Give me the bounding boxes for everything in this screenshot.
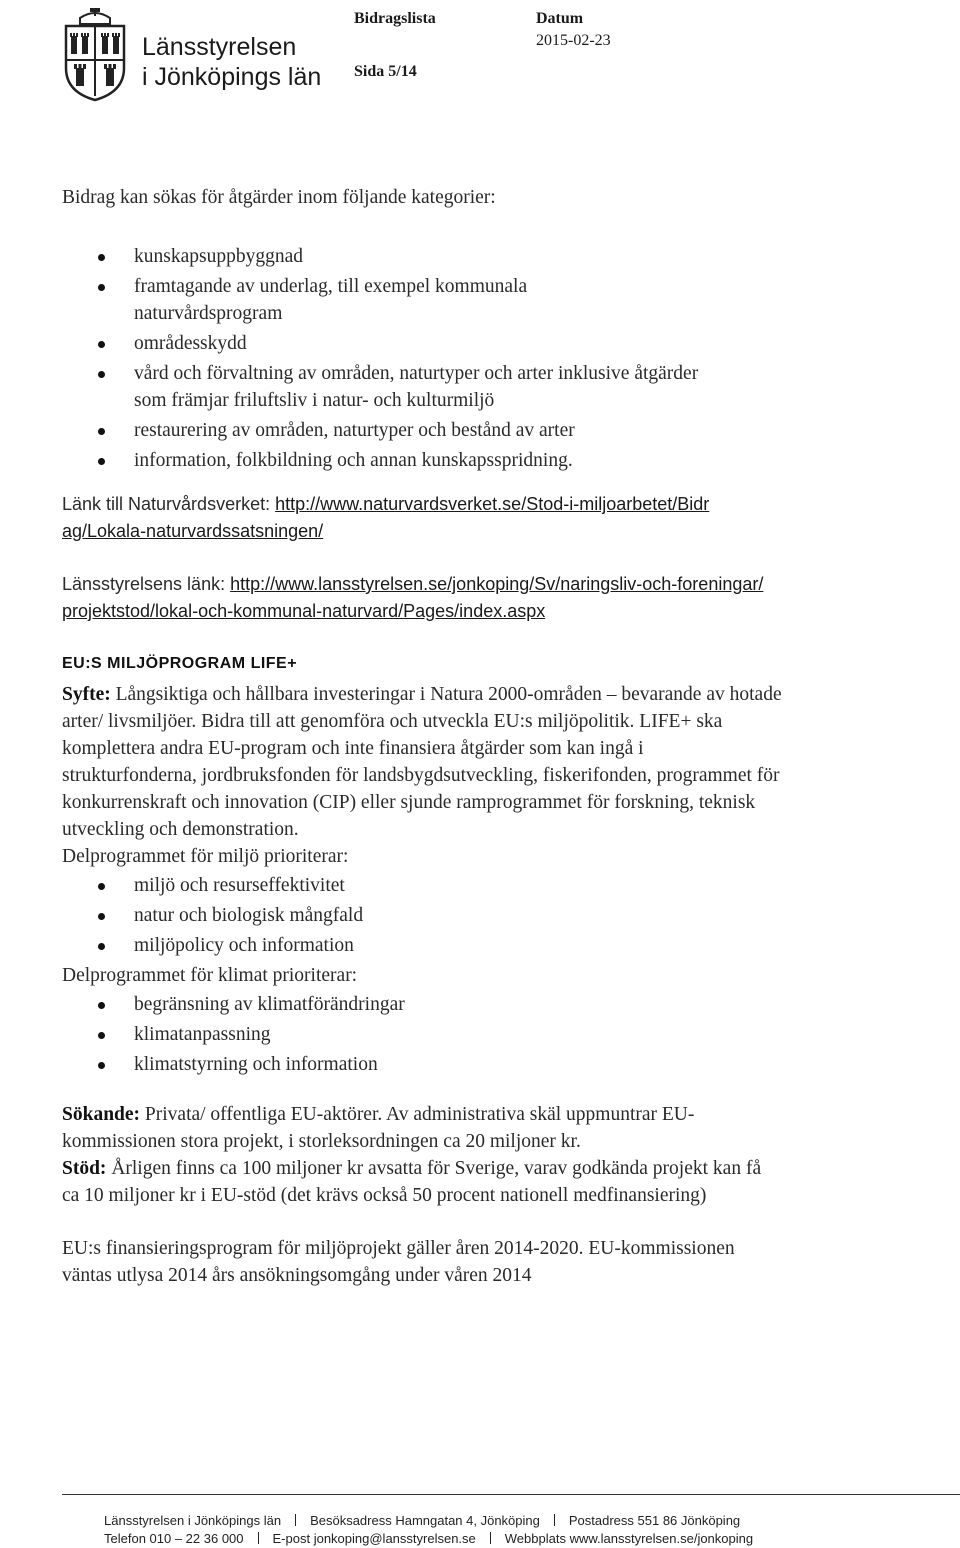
- footer-email[interactable]: E-post jonkoping@lansstyrelsen.se: [272, 1531, 476, 1546]
- org-logo: [60, 6, 320, 106]
- lansstyrelsen-link[interactable]: http://www.lansstyrelsen.se/jonkoping/Sv/naringsliv-och-foreningar/projektstod/lokal-och-kommunal-naturvard/Pages/index.aspx: [62, 574, 764, 621]
- document-body: [62, 184, 782, 1289]
- list-item: klimatanpassning: [62, 1021, 782, 1048]
- footer-website[interactable]: Webbplats www.lansstyrelsen.se/jonkoping: [504, 1531, 754, 1546]
- intro-text: Bidrag kan sökas för åtgärder inom följande kategorier:: [62, 187, 496, 208]
- doc-type-label: Bidragslista: [354, 10, 436, 27]
- list-item: miljöpolicy och information: [62, 932, 782, 959]
- footer-visit-address: Besöksadress Hamngatan 4, Jönköping: [310, 1513, 540, 1528]
- support-paragraph: [62, 1155, 782, 1209]
- list-item: klimatstyrning och information: [62, 1051, 782, 1078]
- footer-separator: [295, 1514, 296, 1526]
- naturvardsverket-link[interactable]: http://www.naturvardsverket.se/Stod-i-miljoarbetet/Bidrag/Lokala-naturvardssatsningen/: [62, 494, 710, 541]
- applicant-text: Privata/ offentliga EU-aktörer. Av administrativa skäl uppmuntrar EU-kommissionen stora projekt, i storleksordningen ca 20 miljoner kr.: [62, 1104, 695, 1152]
- env-list: [62, 872, 782, 959]
- climate-intro: Delprogrammet för klimat prioriterar:: [62, 965, 358, 986]
- list-item: information, folkbildning och annan kunskapsspridning.: [62, 447, 722, 474]
- category-list: [62, 243, 722, 474]
- footer-line-1: [104, 1513, 740, 1528]
- purpose-paragraph: [62, 681, 782, 843]
- footer-org: Länsstyrelsen i Jönköpings län: [104, 1513, 282, 1528]
- footer-line-2: [104, 1531, 753, 1546]
- support-label: Stöd:: [62, 1158, 107, 1179]
- list-item: vård och förvaltning av områden, naturtyper och arter inklusive åtgärder som främjar friluftsliv i natur- och kulturmiljö: [62, 360, 722, 414]
- purpose-label: Syfte:: [62, 684, 111, 705]
- section-heading: EU:S MILJÖPROGRAM LIFE+: [62, 655, 298, 672]
- org-name-line1: Länsstyrelsen: [142, 33, 297, 61]
- page-number: Sida 5/14: [354, 63, 417, 80]
- footer-divider: [62, 1494, 960, 1495]
- applicant-paragraph: [62, 1101, 782, 1155]
- list-item: framtagande av underlag, till exempel kommunala naturvårdsprogram: [62, 273, 722, 327]
- footer-separator: [554, 1514, 555, 1526]
- closing-paragraph: EU:s finansieringsprogram för miljöprojekt gäller åren 2014-2020. EU-kommissionen väntas utlysa 2014 års ansökningsomgång under våren 2014: [62, 1238, 735, 1286]
- org-name: [142, 32, 321, 92]
- climate-list: [62, 991, 782, 1078]
- footer-phone: Telefon 010 – 22 36 000: [104, 1531, 244, 1546]
- list-item: miljö och resurseffektivitet: [62, 872, 782, 899]
- applicant-label: Sökande:: [62, 1104, 141, 1125]
- date-label: Datum: [536, 10, 584, 27]
- date-value: 2015-02-23: [536, 32, 611, 49]
- list-item: områdesskydd: [62, 330, 722, 357]
- naturvardsverket-link-paragraph: [62, 491, 712, 545]
- env-intro: Delprogrammet för miljö prioriterar:: [62, 846, 349, 867]
- list-item: restaurering av områden, naturtyper och bestånd av arter: [62, 417, 722, 444]
- lansstyrelsen-link-paragraph: [62, 571, 767, 625]
- org-name-line2: i Jönköpings län: [142, 63, 322, 91]
- list-item: natur och biologisk mångfald: [62, 902, 782, 929]
- footer-separator: [490, 1532, 491, 1544]
- purpose-text: Långsiktiga och hållbara investeringar i Natura 2000-områden – bevarande av hotade arter/ livsmiljöer. Bidra till att genomföra och utveckla EU:s miljöpolitik. LIFE+ ska komplettera andra EU-program och inte finansiera åtgärder som kan ingå i strukturfonderna, jordbruksfonden för landsbygdsutveckling, fiskerifonden, programmet för konkurrenskraft och innovation (CIP) eller sjunde ramprogrammet för forskning, teknisk utveckling och demonstration.: [62, 684, 782, 840]
- support-text: Årligen finns ca 100 miljoner kr avsatta för Sverige, varav godkända projekt kan få ca 10 miljoner kr i EU-stöd (det krävs också 50 procent nationell medfinansiering): [62, 1158, 762, 1206]
- coat-of-arms-icon: [60, 6, 130, 102]
- list-item: kunskapsuppbyggnad: [62, 243, 722, 270]
- footer-postal-address: Postadress 551 86 Jönköping: [568, 1513, 741, 1528]
- list-item: begränsning av klimatförändringar: [62, 991, 782, 1018]
- link-label: Länk till Naturvårdsverket:: [62, 494, 276, 514]
- link-label: Länsstyrelsens länk:: [62, 574, 231, 594]
- footer-separator: [258, 1532, 259, 1544]
